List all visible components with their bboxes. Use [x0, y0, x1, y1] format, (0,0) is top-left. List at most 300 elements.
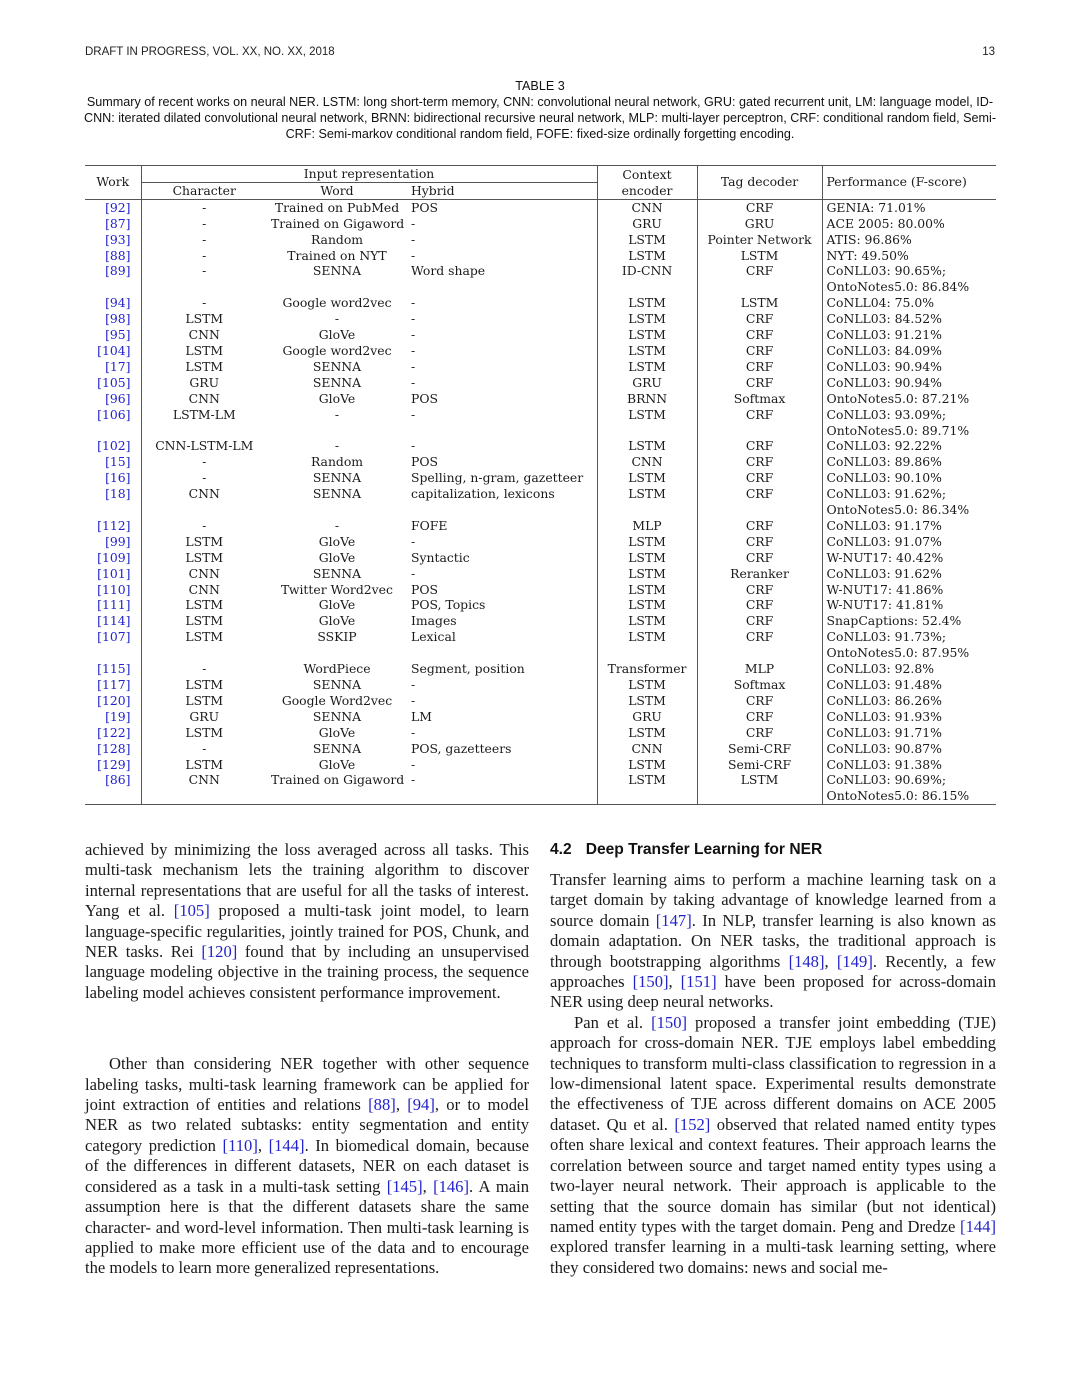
cell-work — [85, 391, 141, 407]
cell-character: LSTM-LM — [172, 406, 236, 422]
cell-performance: OntoNotes5.0: 86.15% — [822, 788, 996, 804]
cell-hybrid: Images — [407, 613, 597, 629]
cell-tag-decoder: CRF — [697, 709, 822, 725]
cell-character: LSTM — [185, 613, 224, 629]
cell-work — [85, 693, 141, 709]
cell-word: Twitter Word2vec — [281, 581, 393, 597]
cell-tag-decoder: CRF — [697, 725, 822, 741]
table-row — [85, 375, 996, 391]
cell-work — [85, 454, 141, 470]
cell-performance: CoNLL03: 91.17% — [826, 517, 942, 533]
citation-link[interactable]: [106] — [97, 406, 131, 422]
cell-context-encoder: LSTM — [597, 534, 697, 550]
citation-link[interactable]: [150] — [632, 972, 669, 992]
right-column — [550, 840, 996, 1278]
cell-word: - — [334, 406, 340, 422]
header-input-representation: Input representation — [141, 166, 597, 183]
cell-word: Trained on Gigaword — [271, 215, 405, 231]
cell-hybrid: - — [407, 327, 597, 343]
cell-work — [85, 407, 141, 423]
header-tag-decoder: Tag decoder — [697, 166, 822, 200]
cell-hybrid: - — [407, 232, 597, 248]
cell-empty — [407, 788, 597, 804]
cell-context-encoder: LSTM — [597, 566, 697, 582]
citation-link[interactable]: [99] — [105, 533, 131, 549]
cell-empty — [407, 279, 597, 295]
cell-hybrid: - — [407, 725, 597, 741]
cell-context-encoder: LSTM — [597, 772, 697, 788]
cell-tag-decoder: CRF — [697, 597, 822, 613]
header-context-encoder: Context — [597, 166, 697, 183]
cell-tag-decoder: GRU — [697, 216, 822, 232]
cell-context-encoder: GRU — [597, 375, 697, 391]
cell-character: - — [202, 470, 207, 486]
cell-work — [85, 709, 141, 725]
cell-hybrid: - — [407, 566, 597, 582]
cell-context-encoder: LSTM — [597, 677, 697, 693]
cell-word: GloVe — [318, 390, 356, 406]
cell-empty — [407, 502, 597, 518]
cell-context-encoder: LSTM — [597, 629, 697, 645]
citation-link[interactable]: [95] — [105, 327, 131, 343]
cell-context-encoder: LSTM — [597, 311, 697, 327]
citation-link[interactable]: [148] — [788, 951, 825, 971]
cell-hybrid: - — [407, 407, 597, 423]
cell-character: LSTM — [185, 629, 224, 645]
cell-character: - — [202, 263, 207, 279]
cell-tag-decoder: CRF — [697, 199, 822, 215]
cell-tag-decoder: CRF — [697, 263, 822, 279]
table-row-continuation — [85, 788, 996, 804]
cell-performance: CoNLL03: 91.38% — [826, 756, 942, 772]
cell-work — [85, 248, 141, 264]
citation-link[interactable]: [144] — [268, 1135, 305, 1155]
cell-performance: CoNLL03: 90.65%; — [826, 263, 947, 279]
cell-performance: SnapCaptions: 52.4% — [826, 613, 962, 629]
cell-character: GRU — [189, 374, 220, 390]
cell-context-encoder: LSTM — [597, 757, 697, 773]
cell-word: Random — [310, 231, 364, 247]
citation-link[interactable]: [109] — [97, 549, 131, 565]
cell-word: - — [334, 311, 340, 327]
paragraph-transfer-works: Pan et al. [150] proposed a transfer joint embedding (TJE) approach for cross-domain NER. TJE employs label embedding techniques to transform multi-class classification to regression in a low-dimensional latent space. Experimental results demonstrate the effectiveness of TJE across different domains on ACE 2005 dataset. Qu et al. [152] observed that related named entity types often share lexical and context features. Their approach learns the correlation between source and target named entity types using a two-layer neural network. Their approach is applicable to the setting that the source domain has similar (but not identical) named entity types with the target domain. Peng and Dredze [144] explored transfer learning in a multi-task learning setting, where they considered two domains: news and social me- — [550, 1012, 997, 1277]
cell-tag-decoder: CRF — [697, 518, 822, 534]
citation-link[interactable]: [122] — [97, 724, 131, 740]
cell-work — [85, 359, 141, 375]
cell-work — [85, 613, 141, 629]
cell-performance: NYT: 49.50% — [826, 247, 909, 263]
paragraph-multitask-end: achieved by minimizing the loss averaged across all tasks. This multi-task mechanism lets the training algorithm to discover internal representations that are useful for all the tasks of interest. Yang et al. [105] proposed a multi-task joint model, to learn language-specific regularities, jointly trained for POS, Chunk, and NER tasks. Rei [120] found that by including an unsupervised language modeling objective in the training process, the sequence labeling model achieves consistent performance improvement. — [85, 840, 529, 1002]
cell-empty — [141, 279, 267, 295]
citation-link[interactable]: [107] — [97, 629, 131, 645]
citation-link[interactable]: [96] — [105, 390, 131, 406]
citation-link[interactable]: [105] — [173, 901, 210, 921]
cell-performance: ACE 2005: 80.00% — [826, 215, 945, 231]
cell-performance: CoNLL03: 91.71% — [826, 724, 942, 740]
cell-character: CNN — [188, 486, 220, 502]
cell-performance: CoNLL03: 91.07% — [826, 533, 942, 549]
cell-performance: CoNLL03: 90.69%; — [826, 772, 947, 788]
cell-performance: CoNLL03: 91.93% — [826, 708, 942, 724]
cell-empty — [597, 423, 697, 439]
cell-word: Google Word2vec — [281, 692, 393, 708]
table-row-continuation — [85, 279, 996, 295]
cell-word: Google word2vec — [282, 295, 392, 311]
cell-word: Trained on Gigaword — [271, 772, 405, 788]
cell-word: SENNA — [312, 740, 362, 756]
cell-hybrid: POS — [407, 454, 597, 470]
table-row — [85, 661, 996, 677]
cell-tag-decoder: CRF — [697, 470, 822, 486]
header-work: Work — [85, 166, 141, 200]
cell-tag-decoder: CRF — [697, 311, 822, 327]
cell-work — [85, 757, 141, 773]
table-row-continuation — [85, 645, 996, 661]
cell-word: SENNA — [312, 677, 362, 692]
cell-character: LSTM — [185, 724, 224, 740]
cell-hybrid: POS — [407, 199, 597, 215]
table-caption-text: Summary of recent works on neural NER. LSTM: long short-term memory, CNN: convolutional neural network, GRU: gated recurrent unit, LM: language model, ID-CNN: iterated dilated convolutional neural network, BRNN: bidirectional recursive neural network, MLP: multi-layer perceptron, CRF: conditional random field, Semi-CRF: Semi-markov conditional random field, FOFE: fixed-size ordinally forgetting encoding. — [83, 95, 997, 141]
table-body — [85, 199, 996, 804]
cell-character: LSTM — [185, 549, 224, 565]
cell-empty — [267, 788, 407, 804]
citation-link[interactable]: [129] — [97, 756, 131, 772]
cell-performance: CoNLL03: 93.09%; — [826, 406, 947, 422]
citation-link[interactable]: [19] — [105, 708, 131, 724]
cell-word: GloVe — [318, 327, 356, 343]
cell-context-encoder: GRU — [597, 709, 697, 725]
citation-link[interactable]: [152] — [674, 1114, 711, 1134]
summary-table — [85, 165, 996, 805]
cell-empty — [85, 788, 141, 804]
cell-context-encoder: LSTM — [597, 248, 697, 264]
cell-word: SENNA — [312, 708, 362, 724]
cell-hybrid: - — [407, 375, 597, 391]
table-row — [85, 438, 996, 454]
citation-link[interactable]: [18] — [105, 486, 131, 502]
cell-context-encoder: LSTM — [597, 407, 697, 423]
cell-tag-decoder: LSTM — [697, 295, 822, 311]
cell-context-encoder: CNN — [597, 741, 697, 757]
cell-word: GloVe — [318, 549, 356, 565]
citation-link[interactable]: [17] — [105, 358, 131, 374]
cell-hybrid: - — [407, 311, 597, 327]
cell-tag-decoder: CRF — [697, 359, 822, 375]
cell-performance: ATIS: 96.86% — [826, 231, 912, 247]
citation-link[interactable]: [110] — [222, 1135, 258, 1155]
table-row — [85, 597, 996, 613]
cell-hybrid: LM — [407, 709, 597, 725]
citation-link[interactable]: [112] — [97, 517, 131, 533]
citation-link[interactable]: [88] — [105, 247, 131, 263]
cell-character: LSTM — [185, 692, 224, 708]
cell-work — [85, 725, 141, 741]
cell-context-encoder: LSTM — [597, 359, 697, 375]
cell-character: - — [202, 517, 207, 533]
cell-work — [85, 232, 141, 248]
table-row-continuation — [85, 423, 996, 439]
cell-tag-decoder: CRF — [697, 613, 822, 629]
cell-performance: CoNLL04: 75.0% — [826, 295, 935, 311]
table-caption — [80, 78, 1000, 142]
citation-link[interactable]: [94] — [407, 1095, 435, 1115]
cell-hybrid: Lexical — [407, 629, 597, 645]
citation-link[interactable]: [147] — [655, 910, 692, 930]
cell-context-encoder: LSTM — [597, 725, 697, 741]
section-title: Deep Transfer Learning for NER — [585, 841, 823, 858]
table-row — [85, 518, 996, 534]
table-row — [85, 199, 996, 215]
cell-tag-decoder: CRF — [697, 629, 822, 645]
cell-work — [85, 470, 141, 486]
cell-empty — [141, 645, 267, 661]
table-row — [85, 566, 996, 582]
cell-context-encoder: ID-CNN — [597, 263, 697, 279]
cell-character: CNN — [188, 565, 220, 581]
section-heading — [550, 840, 996, 860]
cell-tag-decoder: Softmax — [697, 677, 822, 693]
citation-link[interactable]: [102] — [97, 438, 131, 454]
cell-work — [85, 629, 141, 645]
cell-context-encoder: LSTM — [597, 470, 697, 486]
citation-link[interactable]: [128] — [97, 740, 131, 756]
citation-link[interactable]: [110] — [97, 581, 131, 597]
cell-character: LSTM — [185, 597, 224, 613]
cell-context-encoder: Transformer — [597, 661, 697, 677]
citation-link[interactable]: [104] — [97, 342, 131, 358]
cell-word: SENNA — [312, 470, 362, 486]
cell-context-encoder: LSTM — [597, 693, 697, 709]
cell-work — [85, 486, 141, 502]
cell-performance: CoNLL03: 92.22% — [826, 438, 942, 454]
cell-hybrid: - — [407, 295, 597, 311]
cell-hybrid: Spelling, n-gram, gazetteer — [407, 470, 597, 486]
citation-link[interactable]: [117] — [97, 677, 131, 692]
cell-character: - — [202, 454, 207, 470]
cell-hybrid: Syntactic — [407, 550, 597, 566]
cell-empty — [407, 645, 597, 661]
cell-performance: OntoNotes5.0: 87.21% — [826, 390, 970, 406]
cell-context-encoder: LSTM — [597, 486, 697, 502]
citation-link[interactable]: [114] — [97, 613, 131, 629]
paragraph-transfer-intro: Transfer learning aims to perform a machine learning task on a target domain by taking advantage of knowledge learned from a source domain [147]. In NLP, transfer learning is also known as domain adaptation. On NER tasks, the traditional approach is through bootstrapping algorithms [148], [149]. Recently, a few approaches [150], [151] have been proposed for across-domain NER using deep neural networks. — [550, 870, 996, 1012]
cell-hybrid: capitalization, lexicons — [407, 486, 597, 502]
table-row — [85, 359, 996, 375]
cell-empty — [697, 423, 822, 439]
cell-hybrid: - — [407, 772, 597, 788]
citation-link[interactable]: [151] — [680, 972, 717, 992]
cell-hybrid: - — [407, 359, 597, 375]
cell-empty — [267, 645, 407, 661]
cell-work — [85, 772, 141, 788]
cell-work — [85, 311, 141, 327]
cell-performance: CoNLL03: 91.62% — [826, 565, 942, 581]
cell-empty — [697, 502, 822, 518]
cell-hybrid: - — [407, 757, 597, 773]
citation-link[interactable]: [93] — [105, 231, 131, 247]
cell-work — [85, 375, 141, 391]
cell-context-encoder: LSTM — [597, 582, 697, 598]
citation-link[interactable]: [101] — [97, 565, 131, 581]
cell-work — [85, 677, 141, 693]
cell-character: LSTM — [185, 311, 224, 327]
table-row — [85, 343, 996, 359]
cell-character: CNN — [188, 327, 220, 343]
cell-context-encoder: LSTM — [597, 343, 697, 359]
cell-hybrid: - — [407, 248, 597, 264]
cell-character: LSTM — [185, 756, 224, 772]
cell-context-encoder: LSTM — [597, 597, 697, 613]
cell-character: - — [202, 199, 207, 215]
cell-word: GloVe — [318, 533, 356, 549]
citation-link[interactable]: [149] — [836, 951, 873, 971]
header-hybrid: Hybrid — [407, 182, 597, 199]
table-row — [85, 263, 996, 279]
citation-link[interactable]: [120] — [201, 942, 238, 962]
citation-link[interactable]: [15] — [105, 454, 131, 470]
cell-performance: CoNLL03: 91.48% — [826, 677, 942, 692]
cell-performance: GENIA: 71.01% — [826, 199, 926, 215]
cell-work — [85, 582, 141, 598]
citation-link[interactable]: [150] — [651, 1012, 688, 1032]
cell-context-encoder: LSTM — [597, 232, 697, 248]
cell-character: CNN-LSTM-LM — [155, 438, 254, 454]
cell-character: LSTM — [185, 677, 224, 692]
cell-hybrid: Word shape — [407, 263, 597, 279]
cell-hybrid: FOFE — [407, 518, 597, 534]
cell-empty — [141, 423, 267, 439]
cell-empty — [697, 645, 822, 661]
table-row — [85, 391, 996, 407]
cell-hybrid: - — [407, 534, 597, 550]
cell-context-encoder: GRU — [597, 216, 697, 232]
cell-empty — [141, 788, 267, 804]
table-row — [85, 582, 996, 598]
citation-link[interactable]: [94] — [105, 295, 131, 311]
cell-work — [85, 741, 141, 757]
cell-character: - — [202, 740, 207, 756]
cell-word: GloVe — [318, 756, 356, 772]
citation-link[interactable]: [145] — [386, 1176, 423, 1196]
cell-work — [85, 534, 141, 550]
citation-link[interactable]: [146] — [433, 1176, 470, 1196]
table-label: TABLE 3 — [515, 79, 565, 93]
cell-word: - — [334, 517, 340, 533]
paragraph-multitask-other: Other than considering NER together with other sequence labeling tasks, multi-task learning framework can be applied for joint extraction of entities and relations [88], [94], or to model NER as two related subtasks: entity segmentation and entity category prediction [110], [144]. In biomedical domain, because of the differences in different datasets, NER on each dataset is considered as a task in a multi-task setting [145], [146]. A main assumption here is that the different datasets share the same character- and word-level information. Then multi-task learning is applied to make more efficient use of the data and to encourage the models to learn more generalized representations. — [85, 1054, 530, 1278]
citation-link[interactable]: [120] — [97, 692, 131, 708]
citation-link[interactable]: [86] — [105, 772, 131, 788]
citation-link[interactable]: [87] — [105, 215, 131, 231]
citation-link[interactable]: [88] — [368, 1095, 396, 1115]
cell-tag-decoder: LSTM — [697, 772, 822, 788]
cell-performance: CoNLL03: 91.21% — [826, 327, 942, 343]
cell-character: LSTM — [185, 358, 224, 374]
cell-character: - — [202, 661, 207, 677]
cell-hybrid: POS — [407, 582, 597, 598]
citation-link[interactable]: [144] — [960, 1216, 996, 1236]
cell-tag-decoder: CRF — [697, 550, 822, 566]
cell-word: Trained on NYT — [287, 247, 387, 263]
cell-performance: CoNLL03: 84.52% — [826, 311, 942, 327]
cell-empty — [407, 423, 597, 439]
header-context-encoder-2: encoder — [597, 182, 697, 199]
cell-tag-decoder: CRF — [697, 454, 822, 470]
cell-character: - — [202, 215, 207, 231]
cell-context-encoder: LSTM — [597, 550, 697, 566]
cell-tag-decoder: CRF — [697, 343, 822, 359]
table-row — [85, 295, 996, 311]
citation-link[interactable]: [98] — [105, 311, 131, 327]
header-word: Word — [267, 182, 407, 199]
citation-link[interactable]: [16] — [105, 470, 131, 486]
citation-link[interactable]: [105] — [97, 374, 131, 390]
cell-work — [85, 597, 141, 613]
citation-link[interactable]: [111] — [97, 597, 131, 613]
cell-performance: CoNLL03: 90.87% — [826, 740, 942, 756]
table-row — [85, 470, 996, 486]
cell-word: Google word2vec — [282, 342, 392, 358]
table-row-continuation — [85, 502, 996, 518]
cell-performance: CoNLL03: 86.26% — [826, 692, 942, 708]
cell-performance: CoNLL03: 91.62%; — [826, 486, 947, 502]
cell-tag-decoder: MLP — [697, 661, 822, 677]
cell-performance: OntoNotes5.0: 86.84% — [826, 279, 970, 295]
cell-word: SENNA — [312, 486, 362, 502]
table-row — [85, 407, 996, 423]
page-number: 13 — [982, 46, 995, 58]
cell-empty — [85, 502, 141, 518]
cell-work — [85, 327, 141, 343]
citation-link[interactable]: [92] — [105, 199, 131, 215]
cell-hybrid: - — [407, 438, 597, 454]
cell-character: CNN — [188, 772, 220, 788]
cell-performance: W-NUT17: 41.81% — [826, 597, 944, 613]
table-row — [85, 232, 996, 248]
table-row — [85, 741, 996, 757]
cell-tag-decoder: CRF — [697, 327, 822, 343]
journal-header: DRAFT IN PROGRESS, VOL. XX, NO. XX, 2018 — [85, 46, 335, 58]
cell-tag-decoder: CRF — [697, 582, 822, 598]
cell-word: - — [334, 438, 340, 454]
table-row — [85, 248, 996, 264]
cell-tag-decoder: CRF — [697, 375, 822, 391]
table-row — [85, 629, 996, 645]
left-column — [85, 840, 529, 1279]
table-row — [85, 486, 996, 502]
cell-hybrid: - — [407, 216, 597, 232]
section-number: 4.2 — [550, 841, 572, 858]
table-row — [85, 534, 996, 550]
cell-hybrid: - — [407, 693, 597, 709]
cell-performance: CoNLL03: 90.94% — [826, 358, 942, 374]
table-row — [85, 725, 996, 741]
cell-character: CNN — [188, 581, 220, 597]
cell-performance: OntoNotes5.0: 89.71% — [826, 422, 970, 438]
cell-hybrid: POS, Topics — [407, 597, 597, 613]
cell-work — [85, 263, 141, 279]
cell-word: GloVe — [318, 724, 356, 740]
citation-link[interactable]: [115] — [97, 661, 131, 677]
cell-character: - — [202, 231, 207, 247]
cell-performance: CoNLL03: 84.09% — [826, 342, 942, 358]
table-row — [85, 327, 996, 343]
cell-hybrid: - — [407, 677, 597, 693]
cell-hybrid: POS — [407, 391, 597, 407]
citation-link[interactable]: [89] — [105, 263, 131, 279]
cell-performance: W-NUT17: 40.42% — [826, 549, 944, 565]
cell-tag-decoder: Semi-CRF — [697, 741, 822, 757]
cell-work — [85, 566, 141, 582]
